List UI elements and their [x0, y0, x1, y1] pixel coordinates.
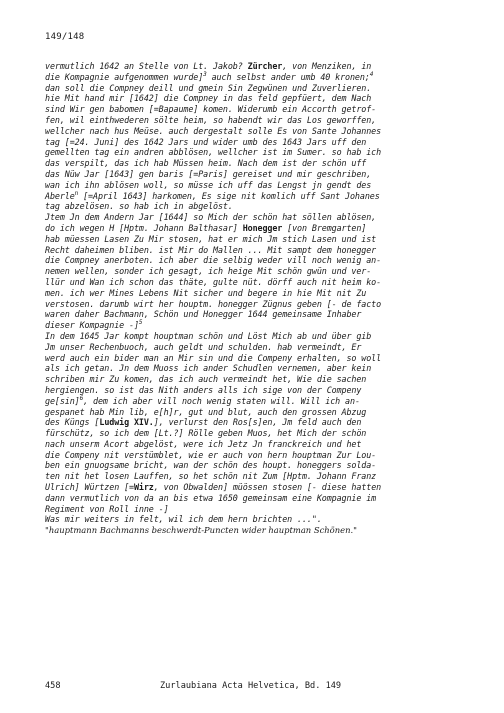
text-segment: auch selbst ander umb 40 kronen;: [206, 71, 370, 82]
text-line: [45, 407, 475, 418]
text-segment: fen, wil einthwederen sölte heim, so habendt wir das Los geworffen,: [45, 114, 377, 125]
text-line: [45, 320, 475, 331]
text-segment: nemen wellen, sonder ich gesagt, ich heige Mit schön gwün und ver-: [45, 266, 372, 277]
text-line: [45, 201, 475, 212]
text-line: [45, 104, 475, 115]
text-line: [45, 385, 475, 396]
name-bold: Ludwig XIV.: [99, 417, 154, 428]
name-bold: Zürcher: [247, 61, 283, 71]
text-segment: ben ein gnuogsame bricht, wan der schön des houpt. honeggers solda-: [45, 460, 377, 471]
text-segment: verstosen. darumb wirt her houptm. honegger Zügnus geben [- de facto: [45, 298, 382, 309]
text-line: [45, 493, 475, 504]
text-segment: dann vermutlich von da an bis etwa 1650 gemeinsam eine Kompagnie im: [45, 492, 377, 503]
text-line: [45, 309, 475, 320]
text-segment: als ich getan. Jn dem Muoss ich ander Schudlen vernemen, aber kein: [45, 363, 372, 374]
text-line: [45, 72, 475, 83]
text-segment: llür und Wan ich schon das thäte, gulte nüt. dörff auch nit heim ko-: [45, 276, 382, 287]
text-line: [45, 115, 475, 126]
text-line: [45, 223, 475, 234]
text-line: [45, 169, 475, 180]
text-line: [45, 450, 475, 461]
page-number: 458: [45, 681, 61, 691]
text-segment: wan ich ihn ablösen woll, so müsse ich uff das Lengst jn gendt des: [45, 179, 372, 190]
text-segment: , von Menziken, in: [282, 61, 372, 71]
text-segment: Was mir weiters in felt, wil ich dem hern brichten ...".: [45, 514, 322, 525]
footnote-ref: 6: [79, 394, 84, 402]
text-line: [45, 439, 475, 450]
name-bold: Honegger: [242, 222, 283, 233]
text-segment: tag abzelösen. so hab ich in abgelöst.: [45, 201, 233, 212]
text-line: [45, 158, 475, 169]
text-line: [45, 471, 475, 482]
footnote-ref: 4: [369, 71, 374, 78]
text-segment: [=April 1643] harkomen, Es sige nit komlich uff Sant Johanes: [78, 190, 380, 201]
text-line: [45, 61, 475, 72]
text-segment: sind Wir gen babomen [=Bapaume] komen. Widerumb ein Accorth getrof-: [45, 104, 377, 115]
page-reference: 149/148: [45, 32, 85, 42]
text-line: [45, 147, 475, 158]
text-segment: "hauptmann Bachmanns beschwerdt-Puncten wider hauptman Schönen.": [45, 525, 357, 536]
text-segment: Jm unser Rechenbuoch, auch geldt und schulden. hab vermeindt, Er: [45, 341, 362, 352]
text-line: [45, 277, 475, 288]
text-line: [45, 504, 475, 515]
text-segment: , dem ich aber vill noch wenig staten will. Will ich an-: [83, 395, 360, 406]
text-segment: In dem 1645 Jar kompt houptman schön und Löst Mich ab und über gib: [45, 330, 372, 341]
text-line: [45, 396, 475, 407]
text-segment: wellcher nach hus Meüse. auch dergestalt solle Es von Sante Johannes: [45, 125, 382, 136]
text-segment: das Nüw Jar [1643] gen baris [=Paris] gereiset und mir geschriben,: [45, 168, 372, 179]
text-line: [45, 83, 475, 94]
text-line: [45, 460, 475, 471]
text-segment: , von Obwalden] müössen stosen [- diese hatten: [153, 482, 382, 493]
text-segment: die Compney anerboten. ich aber die selbig weder vill noch wenig an-: [45, 255, 382, 266]
text-line: [45, 342, 475, 353]
text-line: [45, 245, 475, 256]
text-segment: werd auch ein bider man an Mir sin und die Compeny erhalten, so woll: [45, 352, 382, 363]
text-segment: nach unserm Acort abgelöst, were ich Jetz Jn franckreich und het: [45, 438, 362, 449]
text-line: [45, 428, 475, 439]
text-line: [45, 514, 475, 525]
text-segment: hab müessen Lasen Zu Mir stosen, hat er mich Jm stich Lasen und ist: [45, 233, 377, 244]
text-segment: dan soll die Compney deill und gmein Sin Zegwünen und Zuverlieren.: [45, 82, 372, 93]
text-segment: dieser Kompagnie -]: [45, 320, 139, 331]
text-line: [45, 93, 475, 104]
footnote-ref: 5: [138, 319, 143, 327]
text-segment: tag [=24. Juni] des 1642 Jars und wider umb des 1643 Jars uff den: [45, 136, 367, 147]
text-segment: die Kompagnie aufgenommen wurde]: [45, 71, 204, 82]
text-segment: die Compeny nit verstümblet, wie er auch von hern houptman Zur Lou-: [45, 449, 377, 460]
text-line: [45, 212, 475, 223]
text-segment: ten nit het losen Lauffen, so het schön nit Zum [Hptm. Johann Franz: [45, 471, 377, 482]
text-line: [45, 363, 475, 374]
text-segment: do ich wegen H [Hptm. Johann Balthasar]: [45, 222, 243, 233]
text-line: [45, 353, 475, 364]
text-segment: schriben mir Zu komen, das ich auch vermeindt het, Wie die sachen: [45, 374, 367, 385]
text-line: [45, 417, 475, 428]
text-line: [45, 266, 475, 277]
text-segment: waren daher Bachmann, Schön und Honegger 1644 gemeinsame Inhaber: [45, 309, 362, 320]
text-segment: hie Mit hand mir [1642] die Compney in das feld gepfüert, dem Nach: [45, 93, 372, 104]
text-segment: Jtem Jn dem Andern Jar [1644] so Mich der schön hat söllen ablösen,: [45, 212, 377, 223]
text-segment: Ulrich] Würtzen [=: [45, 482, 134, 493]
text-segment: gespanet hab Min lib, e[h]r, gut und blut, auch den grossen Abzug: [45, 406, 367, 417]
text-segment: des Küngs [: [45, 417, 100, 428]
text-segment: ge[sin]: [45, 395, 80, 406]
text-line: [45, 180, 475, 191]
text-segment: hergiengen. so ist das Nith anders alls ich sige von der Compeny: [45, 384, 362, 395]
text-segment: Recht daheimen bliben. ist Mir do Mallen ... Mit sampt dem honegger: [45, 244, 377, 255]
text-line: [45, 288, 475, 299]
name-bold: Wirz: [133, 482, 154, 493]
text-segment: gemellten tag ein andren abblösen, wellcher ist im Sumer. so hab ich: [45, 147, 382, 158]
text-segment: vermutlich 1642 an Stelle von Lt. Jakob?: [45, 61, 248, 71]
text-line: [45, 331, 475, 342]
text-line: [45, 137, 475, 148]
text-line: [45, 191, 475, 202]
text-segment: ], verlurst den Ros[s]en, Jm feld auch den: [153, 417, 362, 428]
text-line: [45, 482, 475, 493]
document-body: [45, 61, 475, 536]
journal-title: Zurlaubiana Acta Helvetica, Bd. 149: [160, 681, 342, 691]
text-line: [45, 299, 475, 310]
text-line: [45, 525, 475, 536]
text-line: [45, 126, 475, 137]
text-line: [45, 255, 475, 266]
footnote-ref: 3: [203, 71, 207, 78]
text-segment: [von Bremgarten]: [282, 222, 367, 233]
text-segment: men. ich wer Mines Lebens Nit sicher und begere in hie Mit nit Zu: [45, 287, 367, 298]
text-segment: Aberle: [45, 190, 75, 201]
footnote-ref: n: [74, 189, 79, 197]
text-line: [45, 234, 475, 245]
text-segment: das verspilt, das ich hab Müssen heim. Nach dem ist der schön uff: [45, 158, 367, 169]
text-line: [45, 374, 475, 385]
text-segment: Regiment von Roll inne -]: [45, 503, 169, 514]
text-segment: fürschütz, so ich dem [Lt.?] Rölle geben Muos, het Mich der schön: [45, 428, 367, 439]
